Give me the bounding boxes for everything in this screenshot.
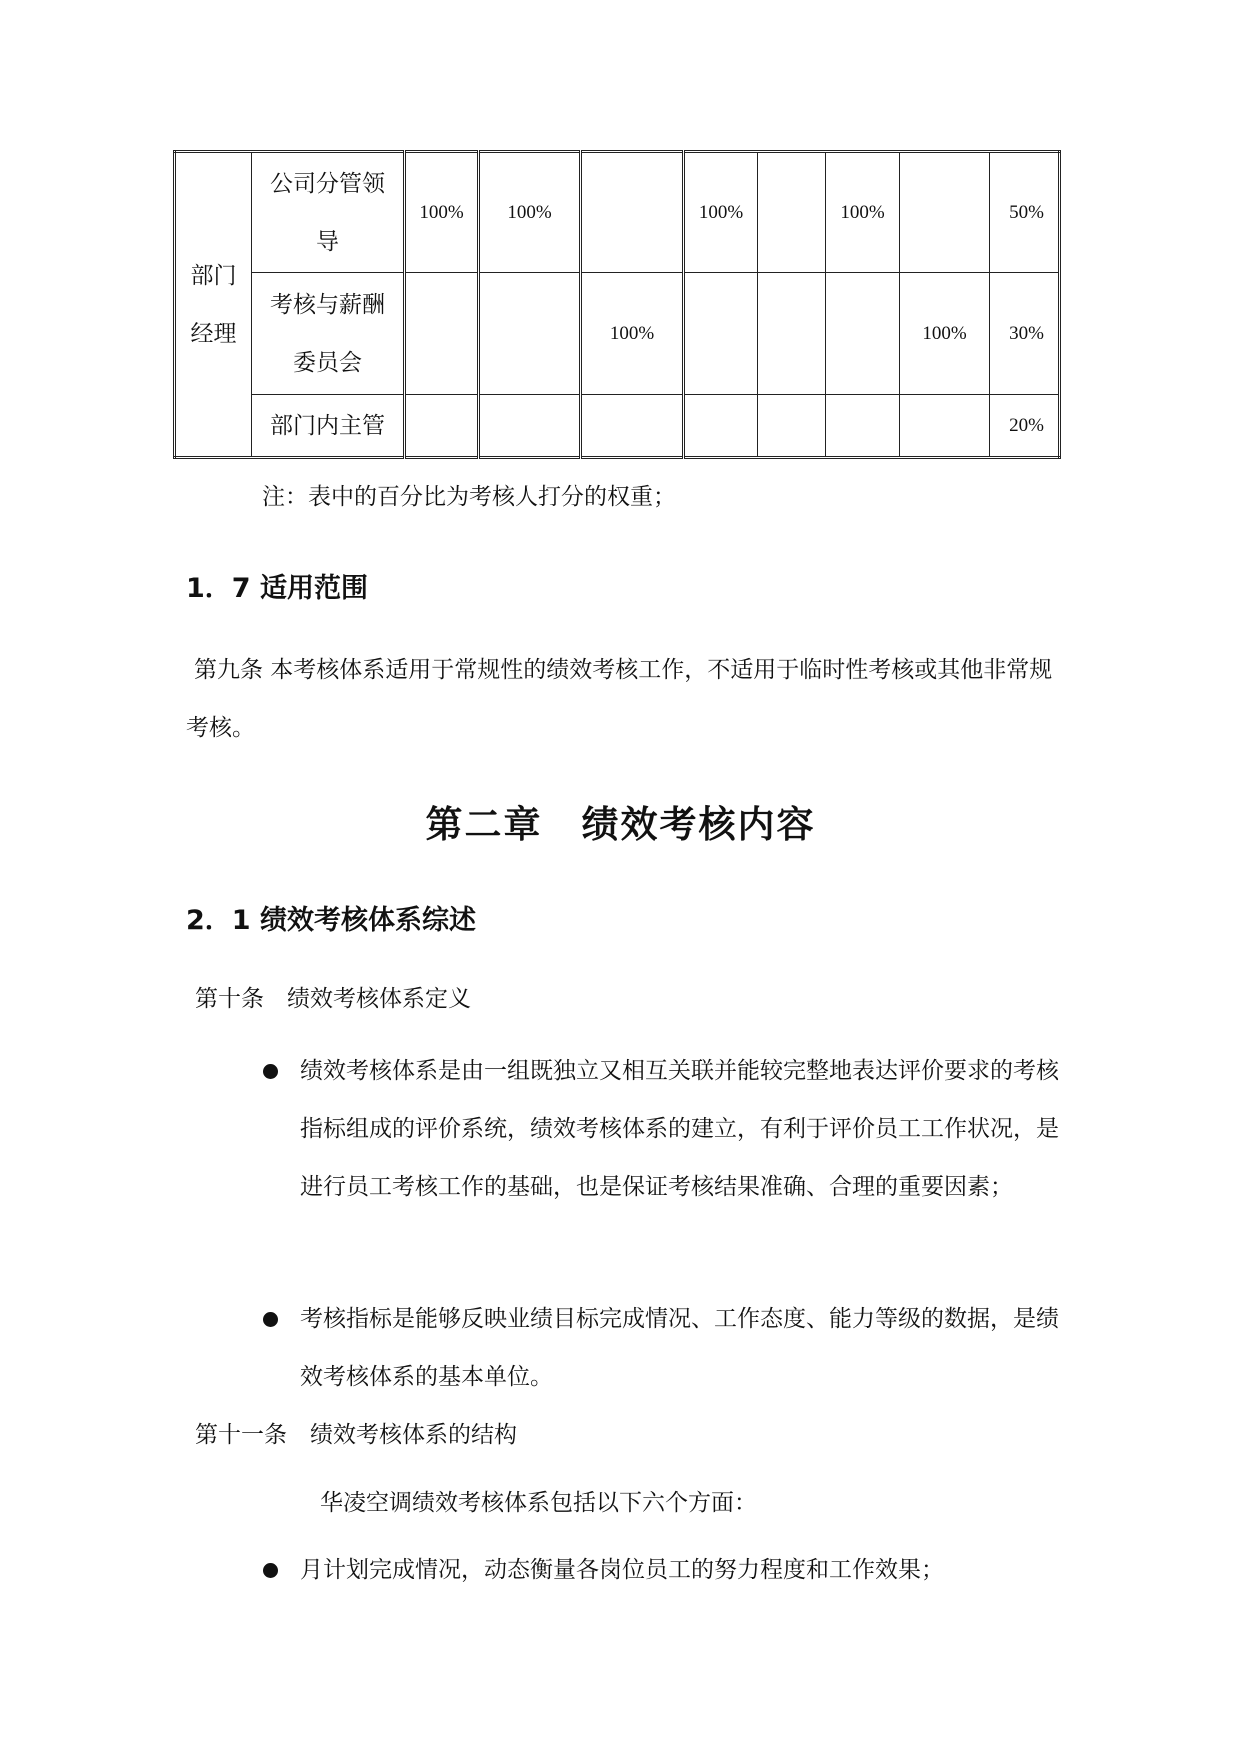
table-cell: 50% (990, 152, 1060, 273)
section-heading-1-7: 1．7 适用范围 (186, 573, 368, 604)
row-label: 公司分管领导 (270, 170, 385, 255)
row-label-cell (252, 273, 405, 395)
table-cell (900, 395, 990, 458)
section-heading-2-1: 2．1 绩效考核体系综述 (186, 905, 476, 936)
table-cell (758, 273, 826, 395)
table-cell (581, 395, 684, 458)
table-cell (479, 395, 581, 458)
table-cell (758, 152, 826, 273)
article-11-intro: 华凌空调绩效考核体系包括以下六个方面： (320, 1490, 757, 1516)
table-cell (900, 152, 990, 273)
table-cell (479, 273, 581, 395)
row-label: 考核与薪酬委员会 (270, 291, 385, 376)
bullet-item: 考核指标是能够反映业绩目标完成情况、工作态度、能力等级的数据，是绩效考核体系的基本单位。 (300, 1306, 1059, 1390)
chapter-title: 第二章 绩效考核内容 (425, 803, 816, 846)
bullet-item: 月计划完成情况，动态衡量各岗位员工的努力程度和工作效果； (300, 1557, 944, 1583)
group-head-text: 部门经理 (190, 262, 237, 347)
table-cell (826, 273, 900, 395)
table-cell: 100% (581, 273, 684, 395)
article-11-title: 第十一条 绩效考核体系的结构 (195, 1422, 517, 1448)
table-cell: 20% (990, 395, 1060, 458)
table-cell: 30% (990, 273, 1060, 395)
article-9-text: 第九条 本考核体系适用于常规性的绩效考核工作，不适用于临时性考核或其他非常规考核。 (186, 657, 1053, 741)
table-note: 注：表中的百分比为考核人打分的权重； (262, 484, 676, 510)
bullet-dot-icon (263, 1064, 278, 1079)
table-row (175, 395, 1060, 458)
table-cell (826, 395, 900, 458)
table-row (175, 152, 1060, 273)
bullet-dot-icon (263, 1312, 278, 1327)
table-cell: 100% (900, 273, 990, 395)
table-cell (581, 152, 684, 273)
table-row (175, 273, 1060, 395)
group-head-cell (175, 152, 252, 458)
table-cell: 100% (684, 152, 758, 273)
bullet-item: 绩效考核体系是由一组既独立又相互关联并能较完整地表达评价要求的考核指标组成的评价系统，绩效考核体系的建立，有利于评价员工工作状况，是进行员工考核工作的基础，也是保证考核结果准确、合理的重要因素； (300, 1058, 1059, 1200)
bullet-dot-icon (263, 1563, 278, 1578)
table-cell (684, 395, 758, 458)
table-cell (758, 395, 826, 458)
table-cell: 100% (479, 152, 581, 273)
row-label-cell: 部门内主管 (252, 395, 405, 458)
article-10-title: 第十条 绩效考核体系定义 (195, 986, 471, 1012)
table-cell (405, 273, 479, 395)
article-9 (186, 641, 1056, 757)
table-cell: 100% (826, 152, 900, 273)
table-cell (405, 395, 479, 458)
row-label-cell (252, 152, 405, 273)
weight-table (173, 150, 1061, 459)
table-cell: 100% (405, 152, 479, 273)
table-cell (684, 273, 758, 395)
